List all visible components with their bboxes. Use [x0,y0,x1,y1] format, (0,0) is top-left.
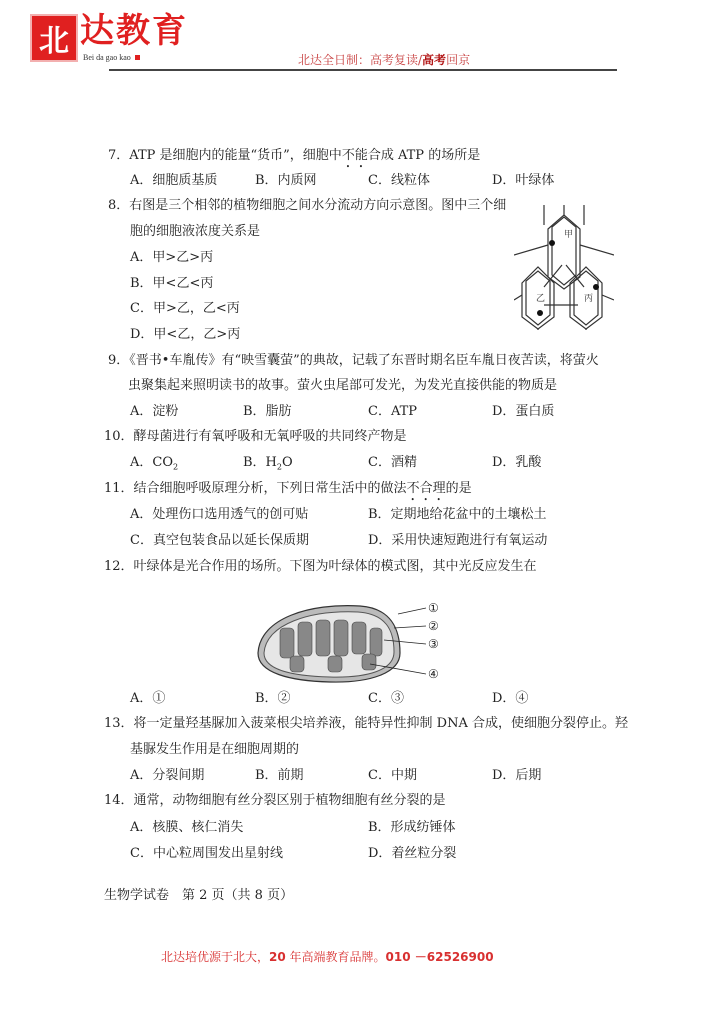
q-text: 右图是三个相邻的植物细胞之间水分流动方向示意图。图中三个细 [129,198,507,213]
q-text: 通常，动物细胞有丝分裂区别于植物细胞有丝分裂的是 [133,793,446,808]
page-info: 生物学试卷 第 2 页（共 8 页） [104,888,294,903]
cell-label: 乙 [536,294,546,304]
figure-label: ④ [428,667,439,681]
option: C．真空包装食品以延长保质期 [130,533,309,548]
option: B．② [255,691,291,706]
q-text: 叶绿体是光合作用的场所。下图为叶绿体的模式图，其中光反应发生在 [133,559,537,574]
option: D．采用快速短跑进行有氧运动 [368,533,548,548]
footer-ad [161,948,494,965]
option: A．处理伤口选用透气的创可贴 [130,507,309,522]
q-text: 《晋书•车胤传》有“映雪囊萤”的典故，记载了东晋时期名臣车胤日夜苦读，将萤火 [129,353,599,368]
option: C．③ [368,691,404,706]
option: B．前期 [255,768,304,783]
option [130,455,178,476]
q-text: 虫聚集起来照明读书的故事。萤火虫尾部可发光，为发光直接供能的物质是 [128,378,558,393]
cell-label: 丙 [584,294,594,304]
chloroplast-figure [250,594,450,688]
option [243,455,293,476]
subscript: 2 [173,462,179,472]
slogan-bold: 高考 [422,53,447,67]
question-13 [104,716,628,732]
option: C．酒精 [368,455,417,470]
question-11 [104,481,472,504]
q-emph: 不能 [341,148,368,163]
q-num: 10． [104,429,134,444]
question-10 [104,429,407,445]
q-emph: 不合理 [406,481,446,496]
ad-bold: 20 [269,950,286,964]
option: C．线粒体 [368,173,430,188]
option: D．蛋白质 [492,404,555,419]
option: A．核膜、核仁消失 [130,820,244,835]
q-text: 胞的细胞液浓度关系是 [130,224,261,239]
option: D．后期 [492,768,542,783]
option-text: B．H [243,455,277,470]
ad-text: 年高端教育品牌。 [285,950,386,964]
q-num: 12． [104,559,134,574]
option: C．中心粒周围发出星射线 [130,846,283,861]
question-14 [104,793,446,809]
slogan-pre: 北达全日制：高考复读/ [298,53,423,67]
option-text: A．CO [130,455,173,470]
header-slogan [298,53,470,67]
nucleus-dot [549,240,555,246]
logo-mark: 北 [30,14,78,62]
option: B．甲<乙<丙 [130,276,214,291]
option: D．甲<乙，乙>丙 [130,327,241,342]
q-text: 的是 [445,481,472,496]
q-num: 9． [108,353,130,368]
option: D．着丝粒分裂 [368,846,457,861]
plant-cells-figure [514,205,614,330]
q-text: 将一定量羟基脲加入菠菜根尖培养液，能特异性抑制 DNA 合成，使细胞分裂停止。羟 [133,716,628,731]
option: B．形成纺锤体 [368,820,456,835]
option: D．叶绿体 [492,173,555,188]
option: C．中期 [368,768,417,783]
question-9 [108,353,599,369]
option: A．① [130,691,166,706]
option: A．细胞质基质 [130,173,218,188]
q-text: 酵母菌进行有氧呼吸和无氧呼吸的共同终产物是 [133,429,407,444]
figure-label: ③ [428,637,439,651]
figure-label: ① [428,601,439,615]
q-num: 8． [108,198,130,213]
figure-label: ② [428,619,439,633]
option: A．淀粉 [130,404,179,419]
q-num: 7． [108,148,130,163]
option: A．分裂间期 [130,768,205,783]
ad-text: 北达培优源于北大， [161,950,270,964]
option: C．甲>乙，乙<丙 [130,301,240,316]
q-text: 合成 ATP 的场所是 [367,148,481,163]
logo-square-icon [135,55,140,60]
option: B．内质网 [255,173,317,188]
ad-phone: 010 －62526900 [385,950,494,964]
option: C．ATP [368,404,418,419]
q-text: 结合细胞呼吸原理分析，下列日常生活中的做法 [133,481,407,496]
q-num: 11． [104,481,134,496]
nucleus-dot [593,284,599,290]
nucleus-dot [537,310,543,316]
q-num: 14． [104,793,134,808]
option: D．乳酸 [492,455,542,470]
question-12 [104,559,537,575]
logo-name: 达教育 [80,11,188,51]
option: B．脂肪 [243,404,292,419]
q-text: ATP 是细胞内的能量“货币”，细胞中 [129,148,342,163]
slogan-post: 回京 [446,53,471,67]
option: A．甲>乙>丙 [130,250,214,265]
q-text: 基脲发生作用是在细胞周期的 [130,742,300,757]
q-num: 13． [104,716,134,731]
question-7 [108,148,480,171]
option: D．④ [492,691,529,706]
subscript: 2 [276,462,282,472]
option-text: O [281,455,293,470]
cell-label: 甲 [564,230,574,240]
option: B．定期地给花盆中的土壤松土 [368,507,547,522]
header-divider [109,69,617,71]
question-8 [108,198,506,214]
logo-sub-text: Bei da gao kao [83,53,131,62]
logo-subtitle [83,53,140,63]
